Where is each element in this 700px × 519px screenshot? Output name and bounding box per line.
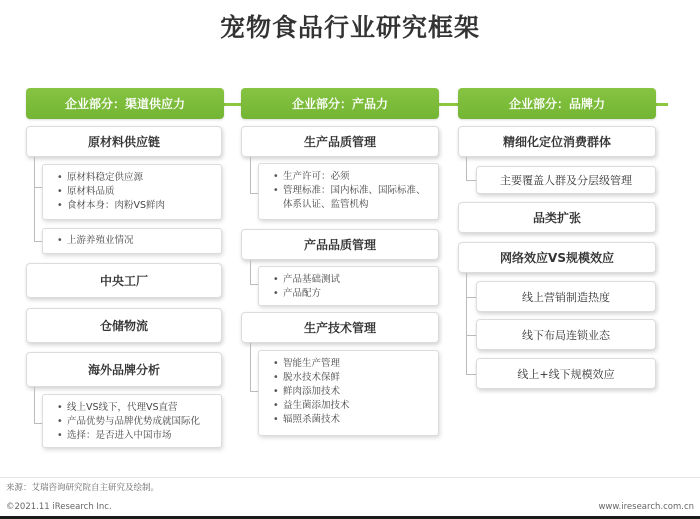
note-item: • 产品配方 (273, 287, 430, 301)
box-production-quality-management: 生产品质管理 (241, 126, 439, 157)
note-item: • 生产许可：必须 (273, 170, 430, 184)
box-offline-chain: 线下布局连锁业态 (476, 319, 656, 350)
notes-product-quality (258, 266, 439, 306)
box-product-quality-management: 产品品质管理 (241, 229, 439, 260)
notes-upstream (42, 228, 222, 254)
note-item: • 原材料稳定供应源 (57, 171, 213, 185)
box-network-vs-scale-effect: 网络效应VS规模效应 (458, 242, 656, 273)
note-item: • 管理标准：国内标准、国际标准、体系认证、监管机构 (273, 184, 430, 212)
footer-divider (0, 477, 700, 478)
column-header-channel: 企业部分：渠道供应力 (26, 88, 224, 119)
notes-raw-material (42, 164, 222, 220)
note-item: • 原材料品质 (57, 185, 213, 199)
note-item: • 产品优势与品牌优势成就国际化 (57, 415, 213, 429)
copyright: ©2021.11 iResearch Inc. (6, 502, 112, 512)
note-item: • 智能生产管理 (273, 357, 430, 371)
note-item: • 脱水技术保鲜 (273, 371, 430, 385)
note-item: • 益生菌添加技术 (273, 399, 430, 413)
note-item: • 产品基础测试 (273, 273, 430, 287)
box-online-offline-scale: 线上+线下规模效应 (476, 358, 656, 389)
box-raw-material-supply-chain: 原材料供应链 (26, 126, 222, 157)
box-precise-consumer-positioning: 精细化定位消费群体 (458, 126, 656, 157)
box-category-expansion: 品类扩张 (458, 202, 656, 233)
box-overseas-brand-analysis: 海外品牌分析 (26, 352, 222, 387)
note-item: • 选择：是否进入中国市场 (57, 429, 213, 443)
box-online-marketing: 线上营销制造热度 (476, 281, 656, 312)
column-header-product: 企业部分：产品力 (241, 88, 439, 119)
box-production-technology-management: 生产技术管理 (241, 312, 439, 343)
website: www.iresearch.com.cn (598, 502, 694, 512)
source-note: 来源：艾瑞咨询研究院自主研究及绘制。 (6, 483, 160, 493)
note-item: • 上游养殖业情况 (57, 234, 213, 248)
page-title: 宠物食品行业研究框架 (219, 13, 480, 42)
note-item: • 鲜肉添加技术 (273, 385, 430, 399)
box-warehouse-logistics: 仓储物流 (26, 308, 222, 343)
notes-production-technology (258, 350, 439, 436)
box-coverage-tier-management: 主要覆盖人群及分层级管理 (476, 166, 656, 194)
note-item: • 食材本身：肉粉VS鲜肉 (57, 199, 213, 213)
note-item: • 线上VS线下，代理VS直营 (57, 401, 213, 415)
notes-overseas (42, 394, 222, 448)
column-header-brand: 企业部分：品牌力 (458, 88, 656, 119)
box-central-factory: 中央工厂 (26, 263, 222, 298)
notes-production-quality (258, 163, 439, 220)
note-item: • 辐照杀菌技术 (273, 413, 430, 427)
